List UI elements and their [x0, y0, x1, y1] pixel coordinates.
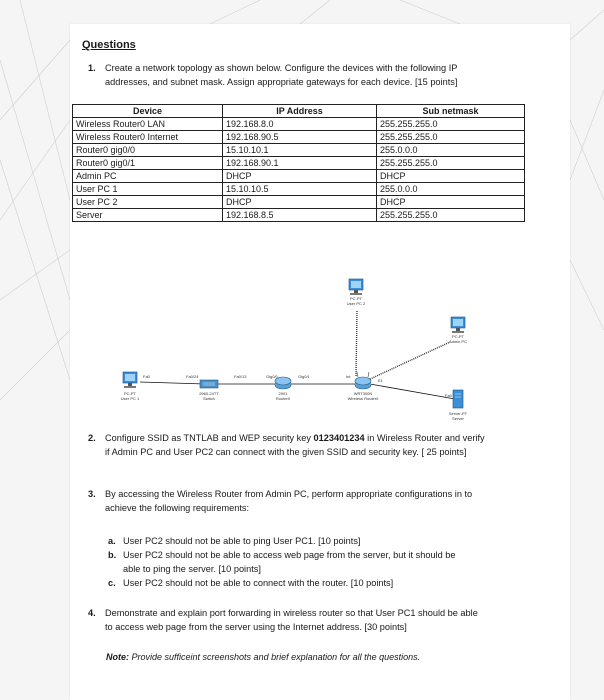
table-header-ip-address: IP Address: [223, 105, 377, 118]
router-name-label: Router0: [275, 396, 291, 401]
table-cell-ip: 192.168.8.5: [223, 209, 377, 222]
table-row: [73, 118, 525, 131]
note-label: Note:: [106, 652, 129, 662]
port-label-router-gig01: Gig0/1: [298, 374, 310, 379]
pc-icon-admin-pc[interactable]: [449, 317, 467, 344]
question-2-line-2: if Admin PC and User PC2 can connect with the given SSID and security key. [ 25 points]: [105, 447, 467, 457]
sub-item-c-letter: c.: [108, 578, 116, 588]
question-3-line-2: achieve the following requirements:: [105, 503, 250, 513]
table-row: [73, 131, 525, 144]
question-4-line-1: Demonstrate and explain port forwarding in wireless router so that User PC1 should be able: [105, 608, 478, 618]
question-2: [88, 431, 558, 463]
sub-item-a-letter: a.: [108, 536, 116, 546]
wrouter-name-label: Wireless Router0: [347, 396, 379, 401]
question-2-text-a: Configure SSID as TNTLAB and WEP security key: [105, 433, 314, 443]
sub-item-b: [108, 548, 548, 578]
pc-icon-user-pc1[interactable]: [121, 372, 140, 401]
table-cell-mask: 255.255.255.0: [377, 118, 525, 131]
table-cell-device: Router0 gig0/0: [73, 144, 223, 157]
pc-icon-user-pc2[interactable]: [347, 279, 366, 306]
table-cell-mask: DHCP: [377, 170, 525, 183]
table-row: [73, 183, 525, 196]
device-address-table: [72, 104, 525, 222]
question-4: [88, 606, 558, 638]
sub-item-b-letter: b.: [108, 550, 117, 560]
table-cell-ip: 15.10.10.1: [223, 144, 377, 157]
router-model-label: 2901: [278, 391, 288, 396]
table-cell-ip: 192.168.90.1: [223, 157, 377, 170]
table-header-subnet-mask: Sub netmask: [377, 105, 525, 118]
pc1-model-label: PC-PT: [124, 391, 136, 396]
sub-item-b-line-1: User PC2 should not be able to access web page from the server, but it should be: [123, 550, 456, 560]
table-cell-ip: DHCP: [223, 196, 377, 209]
question-2-number: 2.: [88, 433, 96, 443]
sub-item-c-text: User PC2 should not be able to connect with the router. [10 points]: [123, 578, 394, 588]
pc1-name-label: User PC 1: [120, 396, 140, 401]
table-cell-device: Admin PC: [73, 170, 223, 183]
link-pc1-switch: [140, 382, 205, 384]
sub-item-a: [108, 534, 548, 549]
wrouter-model-label: WRT300N: [353, 391, 373, 396]
question-1-number: 1.: [88, 63, 96, 73]
port-label-pc1-fa0: Fa0: [143, 374, 150, 379]
link-wrouter-server: [370, 384, 455, 399]
table-header-device: Device: [73, 105, 223, 118]
wireless-router-icon[interactable]: [348, 372, 379, 401]
question-4-number: 4.: [88, 608, 96, 618]
port-label-switch-fa024: Fa0/24: [186, 374, 199, 379]
table-cell-mask: 255.255.255.0: [377, 209, 525, 222]
table-row: [73, 157, 525, 170]
table-cell-mask: 255.255.255.0: [377, 157, 525, 170]
table-header-row: [73, 105, 525, 118]
questions-heading: Questions: [82, 39, 136, 51]
table-cell-ip: 192.168.8.0: [223, 118, 377, 131]
sub-item-c: [108, 576, 548, 591]
table-cell-mask: 255.0.0.0: [377, 144, 525, 157]
pc2-name-label: User PC 2: [346, 301, 366, 306]
admin-model-label: PC-PT: [452, 334, 464, 339]
switch-model-label: 2960-24TT: [199, 391, 219, 396]
table-cell-device: User PC 1: [73, 183, 223, 196]
port-label-router-gig00: Gig0/0: [266, 374, 278, 379]
wireless-link-admin: [368, 342, 450, 380]
port-label-switch-fa013: Fa0/13: [234, 374, 247, 379]
server-model-label: Server-PT: [448, 411, 468, 416]
table-cell-device: User PC 2: [73, 196, 223, 209]
sub-item-b-line-2: able to ping the server. [10 points]: [123, 564, 261, 574]
switch-icon[interactable]: [199, 380, 219, 401]
port-label-server-fa0: Fa0: [445, 393, 452, 398]
router-icon[interactable]: [275, 377, 291, 401]
note-paragraph: [106, 652, 420, 662]
table-cell-ip: 15.10.10.5: [223, 183, 377, 196]
document-sheet: [70, 24, 570, 700]
table-cell-mask: 255.255.255.0: [377, 131, 525, 144]
table-cell-ip: 192.168.90.5: [223, 131, 377, 144]
switch-name-label: Switch: [203, 396, 215, 401]
table-cell-device: Wireless Router0 Internet: [73, 131, 223, 144]
question-1: [88, 61, 558, 93]
question-2-text-b: in Wireless Router and verify: [364, 433, 485, 443]
note-text: Provide sufficeint screenshots and brief explanation for all the questions.: [129, 652, 421, 662]
sub-item-a-text: User PC2 should not be able to ping User PC1. [10 points]: [123, 536, 361, 546]
port-label-wrouter-int: Int: [346, 374, 351, 379]
table-cell-device: Wireless Router0 LAN: [73, 118, 223, 131]
table-cell-device: Router0 gig0/1: [73, 157, 223, 170]
table-row: [73, 170, 525, 183]
question-3-number: 3.: [88, 489, 96, 499]
table-cell-ip: DHCP: [223, 170, 377, 183]
wep-security-key: 0123401234: [313, 433, 365, 443]
pc2-model-label: PC-PT: [350, 296, 362, 301]
table-row: [73, 209, 525, 222]
question-1-line-2: addresses, and subnet mask. Assign appropriate gateways for each device. [15 points]: [105, 77, 458, 87]
server-name-label: Server: [452, 416, 464, 421]
question-4-line-2: to access web page from the server using the Internet address. [30 points]: [105, 622, 407, 632]
admin-name-label: Admin PC: [448, 339, 468, 344]
table-cell-mask: DHCP: [377, 196, 525, 209]
table-row: [73, 144, 525, 157]
network-topology-diagram: [110, 264, 550, 444]
table-cell-mask: 255.0.0.0: [377, 183, 525, 196]
question-1-line-1: Create a network topology as shown below. Configure the devices with the following IP: [105, 63, 458, 73]
table-row: [73, 196, 525, 209]
question-3-line-1: By accessing the Wireless Router from Admin PC, perform appropriate configurations in to: [105, 489, 473, 499]
port-label-wrouter-e1: E1: [378, 378, 383, 383]
question-2-line-1: [105, 431, 485, 446]
wireless-link-pc2: [356, 310, 357, 376]
question-3: [88, 487, 558, 519]
table-cell-device: Server: [73, 209, 223, 222]
